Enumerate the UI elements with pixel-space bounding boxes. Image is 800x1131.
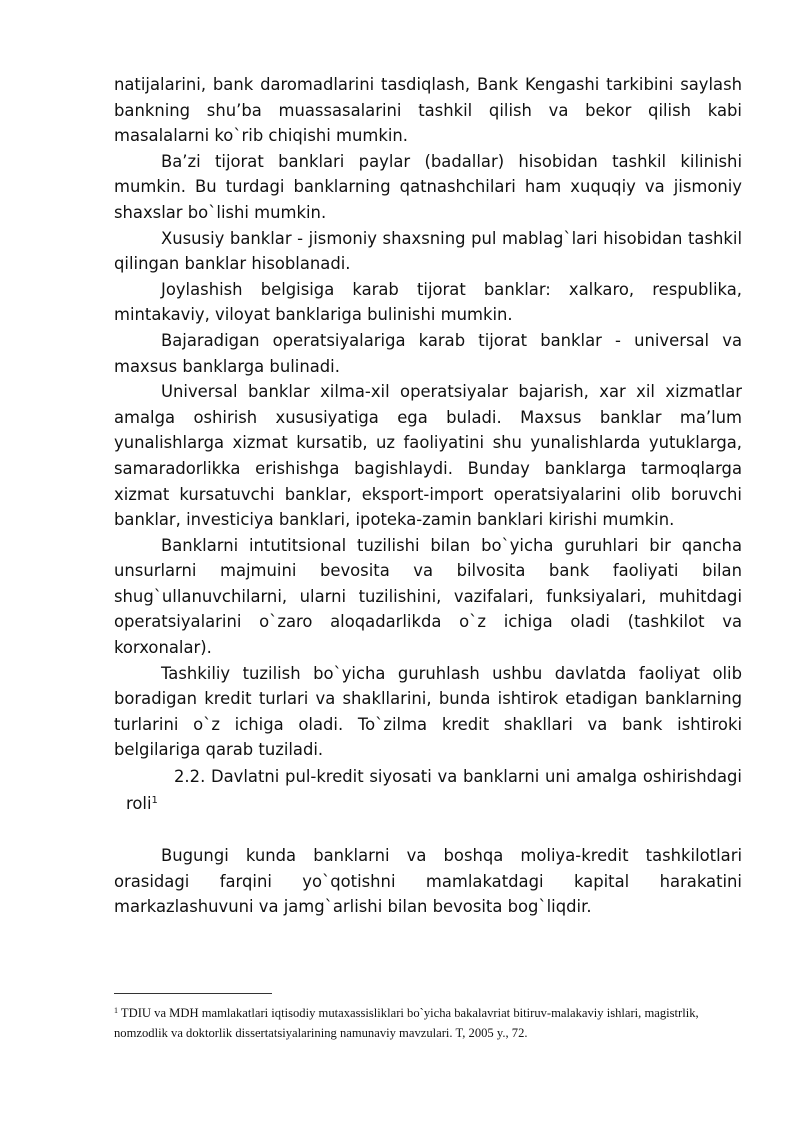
section-paragraph: Bugungi kunda banklarni va boshqa moliya-kredit tashkilotlari orasidagi farqini yo`qotishni mamlakatdagi kapital harakatini markazlashuvuni va jamg`arlishi bilan bevosita bog`liqdir. (114, 846, 742, 917)
paragraph-5: Bajaradigan operatsiyalariga karab tijorat banklar - universal va maxsus banklarga bulinadi. (114, 330, 742, 376)
footnote-reference[interactable]: 1 (151, 795, 158, 807)
paragraph-8: Tashkiliy tuzilish bo`yicha guruhlash ushbu davlatda faoliyat olib boradigan kredit turlari va shakllarini, bunda ishtirok etadigan banklarning turlarini o`z ichiga oladi. To`zilma kredit shakllari va bank ishtiroki belgilariga qarab tuziladi. (114, 663, 742, 760)
footnote-text: TDIU va MDH mamlakatlari iqtisodiy mutaxassisliklari bo`yicha bakalavriat bitiruv-malakaviy ishlari, magistrlik, nomzodlik va doktorlik dissertatsiyalarining namunaviy mavzulari. T, 2005 y., 72. (114, 1006, 699, 1040)
section-heading-text: 2.2. Davlatni pul-kredit siyosati va banklarni uni amalga oshirishdagi roli (126, 767, 742, 814)
paragraph-7: Banklarni intutitsional tuzilishi bilan bo`yicha guruhlari bir qancha unsurlarni majmuini bevosita va bilvosita bank faoliyati bilan shug`ullanuvchilarni, ularni tuzilishini, vazifalari, funksiyalari, muhitdagi operatsiyalarini o`zaro aloqadarlikda o`z ichiga oladi (tashkilot va korxonalar). (114, 535, 742, 658)
section-heading (114, 763, 742, 817)
footnote (114, 1003, 742, 1043)
paragraph-1: natijalarini, bank daromadlarini tasdiqlash, Bank Kengashi tarkibini saylash bankning shu’ba muassasalarini tashkil qilish va bekor qilish kabi masalalarni ko`rib chiqishi mumkin. (114, 75, 742, 146)
footnote-mark: 1 (114, 1006, 118, 1015)
paragraph-3: Xususiy banklar - jismoniy shaxsning pul mablag`lari hisobidan tashkil qilingan banklar hisoblanadi. (114, 228, 742, 274)
paragraph-6: Universal banklar xilma-xil operatsiyalar bajarish, xar xil xizmatlar amalga oshirish xususiyatiga ega buladi. Maxsus banklar ma’lum yunalishlarga xizmat kursatib, uz faoliyatini shu yunalishlarda yutuklarga, samaradorlikka erishishga bagishlaydi. Bunday banklarga tarmoqlarga xizmat kursatuvchi banklar, eksport-import operatsiyalarini olib boruvchi banklar, investiciya banklari, ipoteka-zamin banklari kirishi mumkin. (114, 382, 742, 530)
paragraph-2: Ba’zi tijorat banklari paylar (badallar) hisobidan tashkil kilinishi mumkin. Bu turdagi banklarning qatnashchilari ham xuquqiy va jismoniy shaxslar bo`lishi mumkin. (114, 151, 742, 222)
document-body (114, 72, 742, 920)
paragraph-4: Joylashish belgisiga karab tijorat banklar: xalkaro, respublika, mintakaviy, viloyat banklariga bulinishi mumkin. (114, 279, 742, 325)
footnote-separator (114, 993, 272, 994)
